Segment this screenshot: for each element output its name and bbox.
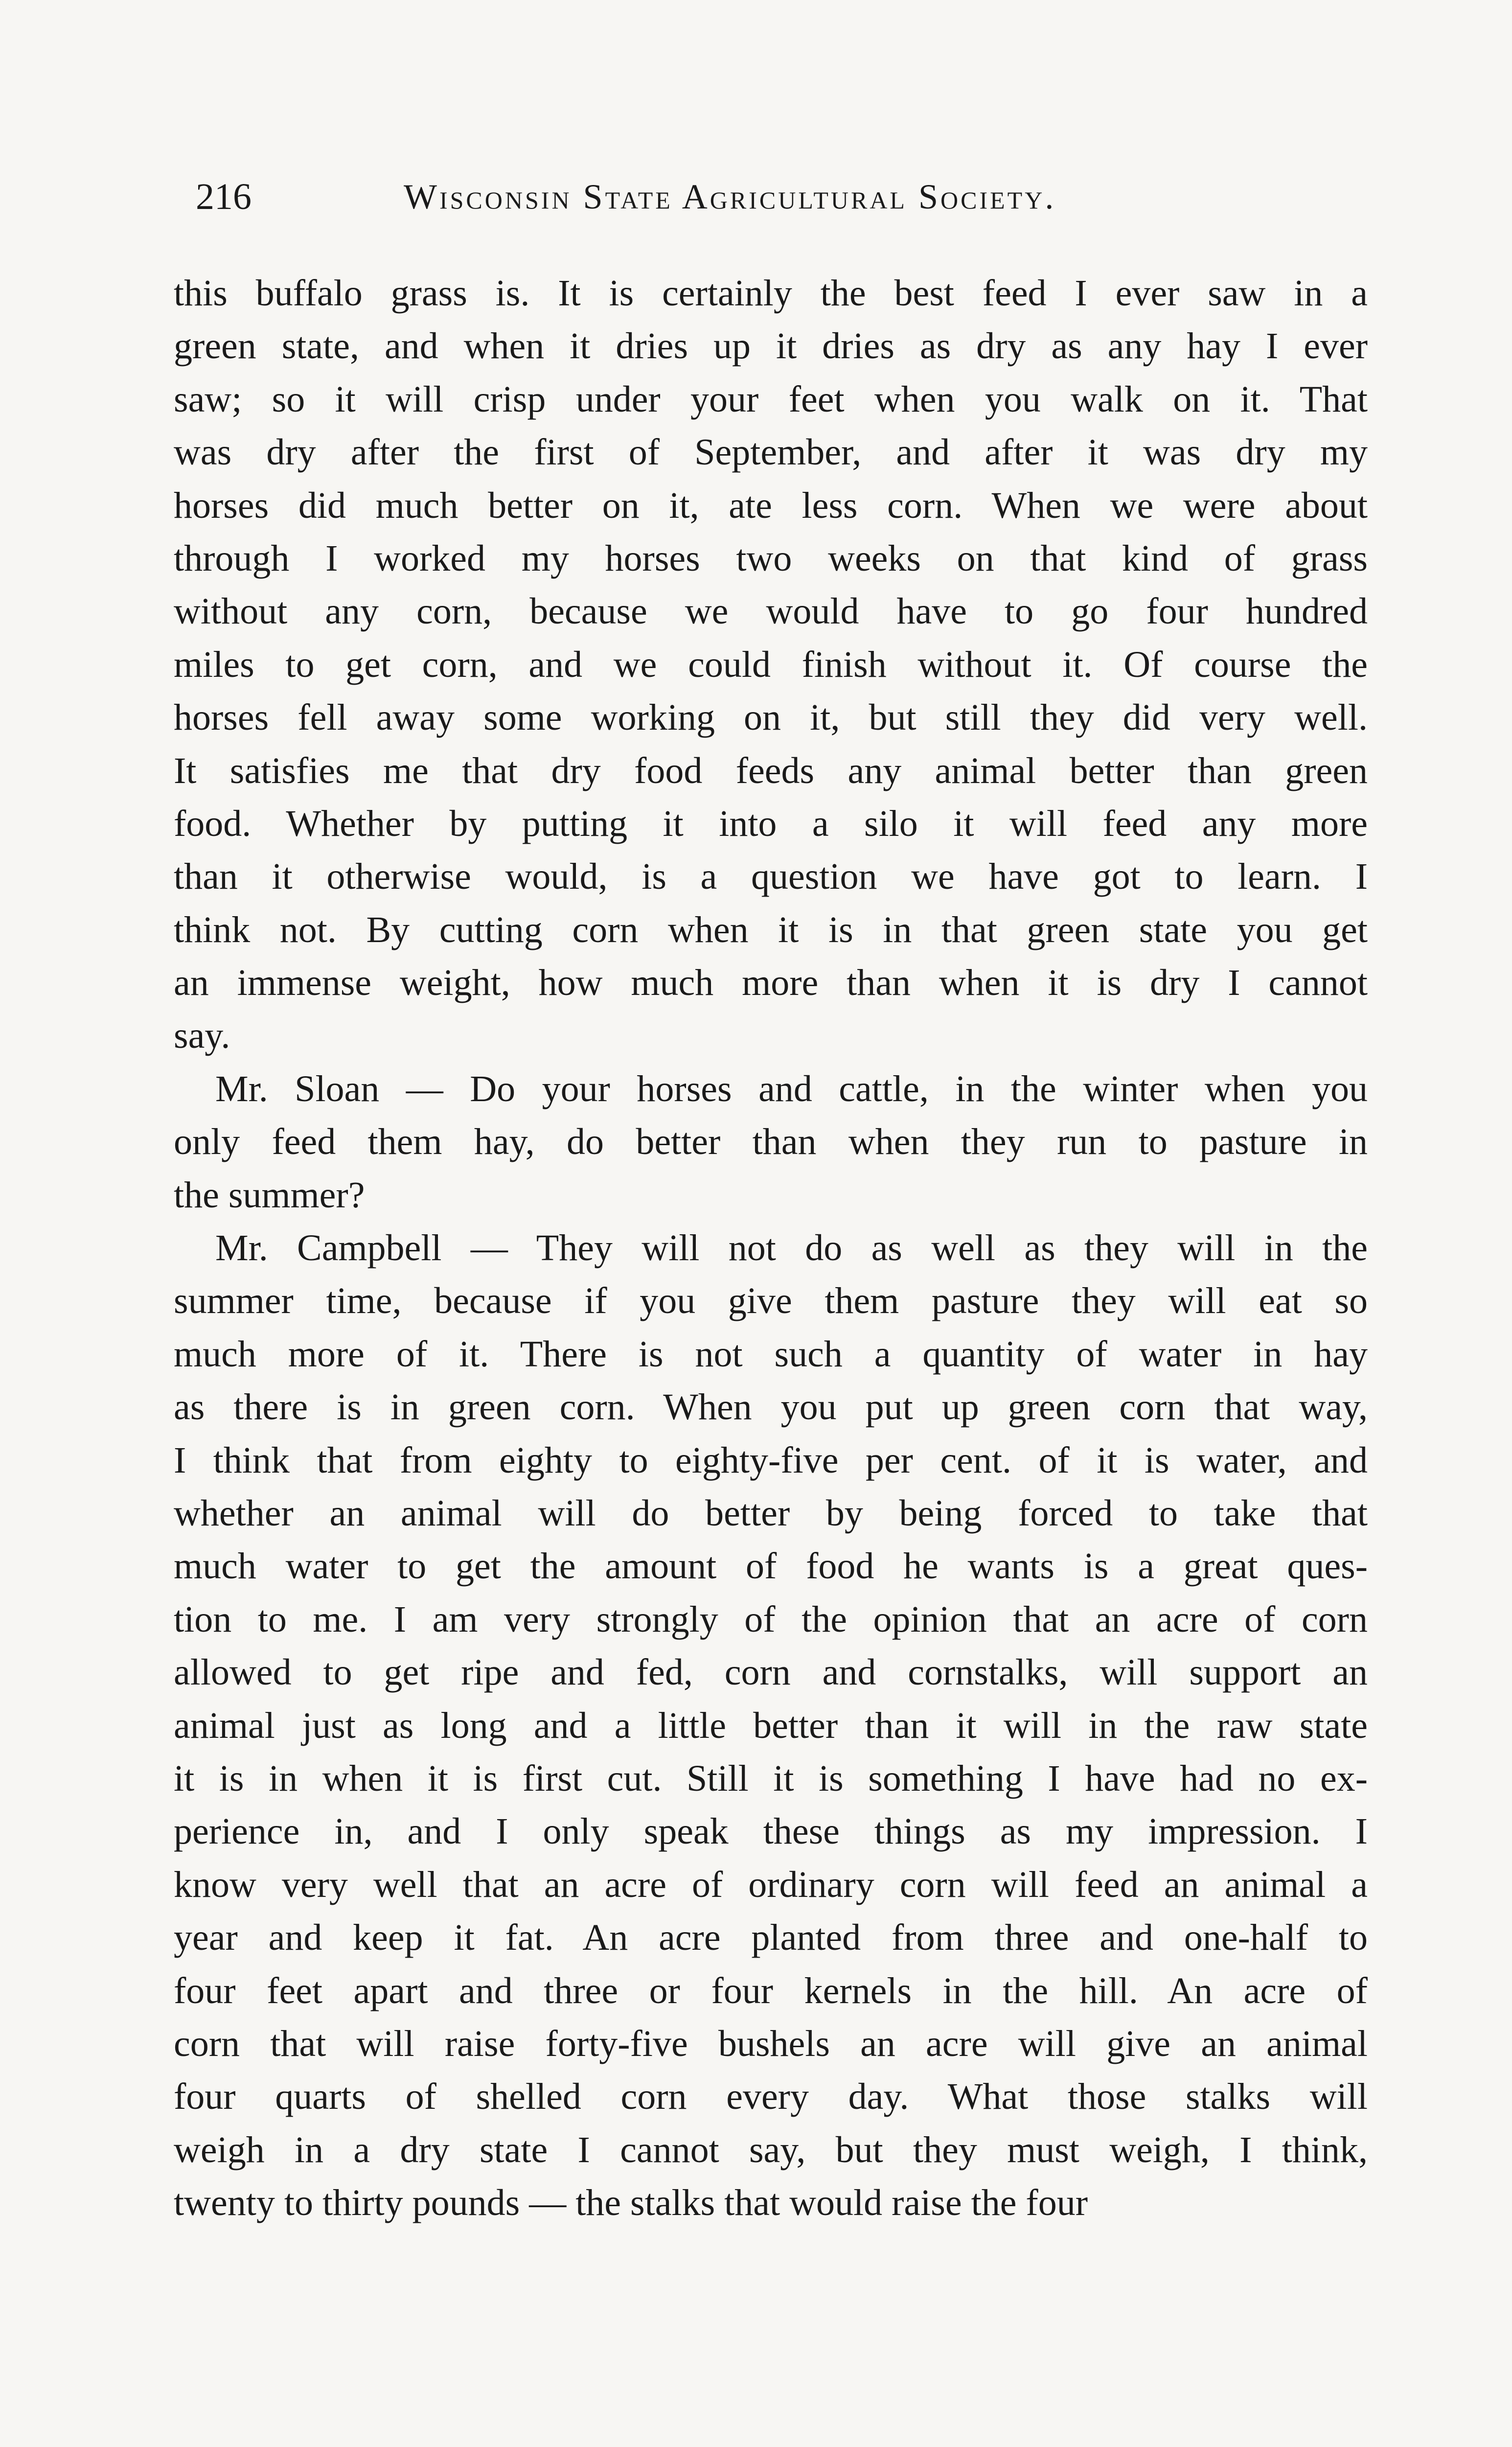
text-line: an immense weight, how much more than when it is dry I cannot xyxy=(174,962,1368,1004)
text-line: four quarts of shelled corn every day. What those stalks will xyxy=(174,2076,1368,2118)
text-line: through I worked my horses two weeks on that kind of grass xyxy=(174,537,1368,579)
text-line: horses fell away some working on it, but still they did very well. xyxy=(174,697,1368,739)
text-line: the summer? xyxy=(174,1174,365,1216)
text-line: corn that will raise forty-five bushels an acre will give an animal xyxy=(174,2023,1368,2064)
text-line: saw; so it will crisp under your feet when you walk on it. That xyxy=(174,378,1368,420)
text-line: green state, and when it dries up it dries as dry as any hay I ever xyxy=(174,325,1368,367)
text-line: than it otherwise would, is a question we have got to learn. I xyxy=(174,856,1368,898)
paragraph xyxy=(174,1222,1368,2229)
text-line: much more of it. There is not such a quantity of water in hay xyxy=(174,1333,1368,1375)
text-line: perience in, and I only speak these things as my impression. I xyxy=(174,1811,1368,1852)
text-line: I think that from eighty to eighty-five per cent. of it is water, and xyxy=(174,1439,1368,1481)
text-line: animal just as long and a little better than it will in the raw state xyxy=(174,1705,1368,1746)
page-header xyxy=(196,172,1360,226)
paragraph xyxy=(174,1062,1368,1222)
text-line: whether an animal will do better by being forced to take that xyxy=(174,1492,1368,1534)
text-line: twenty to thirty pounds — the stalks that would raise the four xyxy=(174,2182,1088,2224)
text-line: much water to get the amount of food he wants is a great ques- xyxy=(174,1546,1368,1587)
text-line: horses did much better on it, ate less corn. When we were about xyxy=(174,485,1368,526)
text-line: year and keep it fat. An acre planted from three and one-half to xyxy=(174,1917,1368,1959)
text-line: as there is in green corn. When you put up green corn that way, xyxy=(174,1386,1368,1428)
text-line: tion to me. I am very strongly of the opinion that an acre of corn xyxy=(174,1598,1368,1640)
text-line: this buffalo grass is. It is certainly the best feed I ever saw in a xyxy=(174,273,1368,314)
text-line: Mr. Campbell — They will not do as well as they will in the xyxy=(215,1227,1368,1269)
text-line: only feed them hay, do better than when they run to pasture in xyxy=(174,1121,1368,1163)
text-line: know very well that an acre of ordinary corn will feed an animal a xyxy=(174,1864,1368,1905)
text-line: without any corn, because we would have to go four hundred xyxy=(174,591,1368,632)
text-line: summer time, because if you give them pasture they will eat so xyxy=(174,1280,1368,1322)
text-line: food. Whether by putting it into a silo it will feed any more xyxy=(174,803,1368,844)
text-line: weigh in a dry state I cannot say, but they must weigh, I think, xyxy=(174,2129,1368,2170)
text-line: Mr. Sloan — Do your horses and cattle, in the winter when you xyxy=(215,1068,1368,1109)
text-line: four feet apart and three or four kernels in the hill. An acre of xyxy=(174,1970,1368,2011)
text-line: think not. By cutting corn when it is in that green state you get xyxy=(174,909,1368,950)
text-line: was dry after the first of September, and after it was dry my xyxy=(174,432,1368,473)
text-line: allowed to get ripe and fed, corn and cornstalks, will support an xyxy=(174,1652,1368,1693)
text-line: It satisfies me that dry food feeds any animal better than green xyxy=(174,750,1368,791)
text-line: it is in when it is first cut. Still it is something I have had no ex- xyxy=(174,1757,1368,1799)
body-text xyxy=(174,267,1368,2229)
text-line: miles to get corn, and we could finish without it. Of course the xyxy=(174,644,1368,685)
text-line: say. xyxy=(174,1015,230,1057)
running-head: Wisconsin State Agricultural Society. xyxy=(404,177,1056,216)
paragraph xyxy=(174,267,1368,1062)
page-number: 216 xyxy=(196,176,252,217)
